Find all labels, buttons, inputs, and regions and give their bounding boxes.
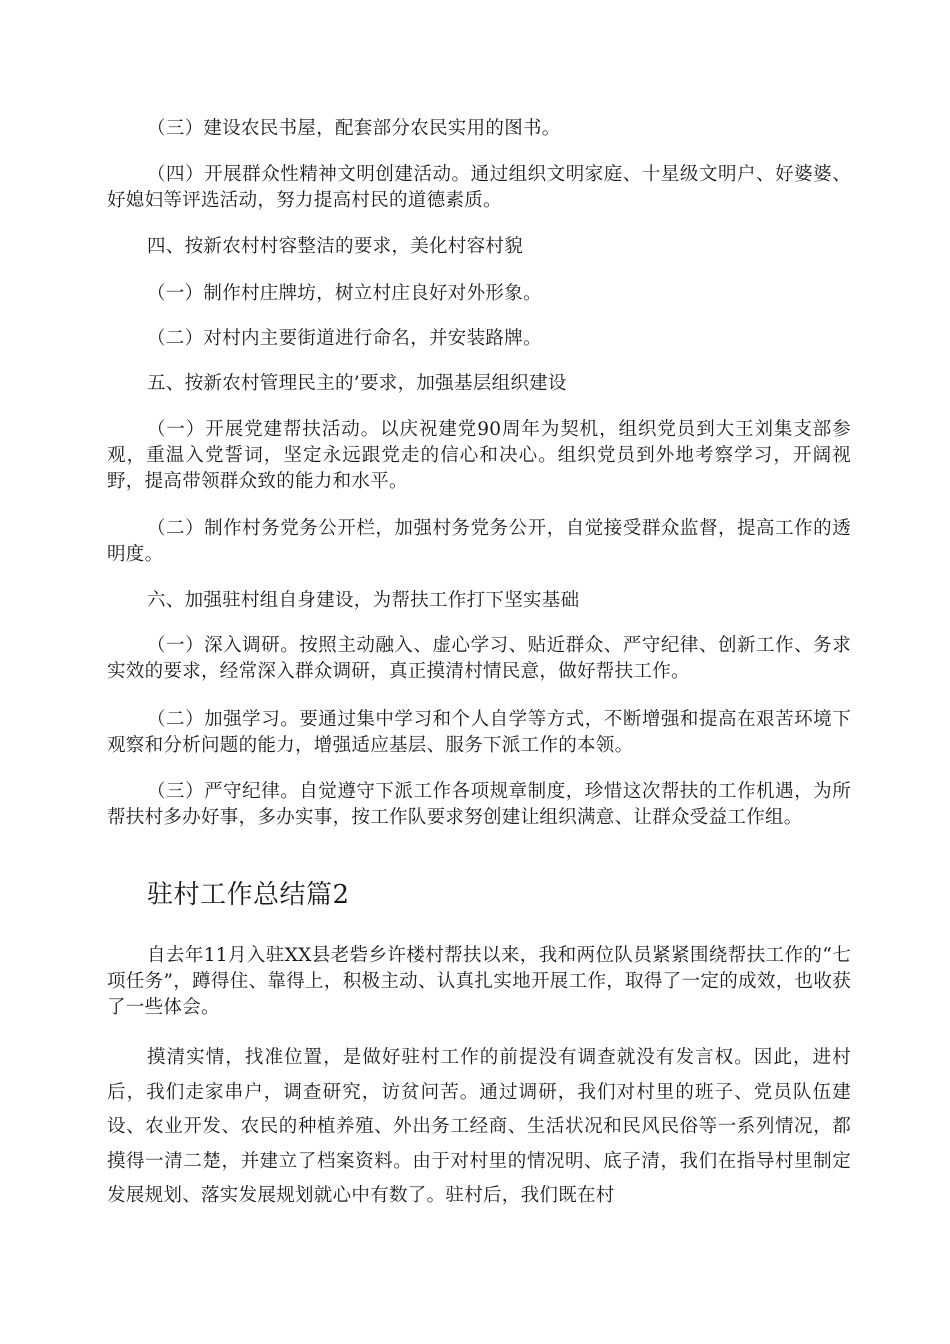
paragraph-5-1: （一）开展党建帮扶活动。以庆祝建党90周年为契机，组织党员到大王刘集支部参观，重温入党誓词，坚定永远跟党走的信心和决心。组织党员到外地考察学习，开阔视野，提高带领群众致的能力和水平。 [107,419,851,492]
article-paragraph-1: 自去年11月入驻XX县老砦乡许楼村帮扶以来，我和两位队员紧紧围绕帮扶工作的“七项任务”，蹲得住、靠得上，积极主动、认真扎实地开展工作，取得了一定的成效，也收获了一些体会。 [107,945,851,1018]
article-paragraph-2: 摸清实情，找准位置，是做好驻村工作的前提没有调查就没有发言权。因此，进村后，我们走家串户，调查研究，访贫问苦。通过调研，我们对村里的班子、党员队伍建设、农业开发、农民的种植养殖、外出务工经商、生活状况和民风民俗等一系列情况，都摸得一清二楚，并建立了档案资料。由于对村里的情况明、底子清，我们在指导村里制定发展规划、落实发展规划就心中有数了。驻村后，我们既在村 [107,1047,851,1206]
paragraph-4-2: （二）对村内主要街道进行命名，并安装路牌。 [147,328,542,349]
paragraph-4-1: （一）制作村庄牌坊，树立村庄良好对外形象。 [147,283,542,304]
paragraph-6-3: （三）严守纪律。自觉遵守下派工作各项规章制度，珍惜这次帮扶的工作机遇，为所帮扶村多办好事，多办实事，按工作队要求努创建让组织满意、让群众受益工作组。 [107,781,851,828]
paragraph-6-2: （二）加强学习。要通过集中学习和个人自学等方式，不断增强和提高在艰苦环境下观察和分析问题的能力，增强适应基层、服务下派工作的本领。 [107,709,851,756]
section-heading-6: 六、加强驻村组自身建设，为帮扶工作打下坚实基础 [147,590,580,611]
section-heading-4: 四、按新农村村容整洁的要求，美化村容村貌 [147,236,524,257]
paragraph-3-3: （三）建设农民书屋，配套部分农民实用的图书。 [147,118,561,139]
paragraph-5-2: （二）制作村务党务公开栏，加强村务党务公开，自觉接受群众监督，提高工作的透明度。 [107,518,851,565]
paragraph-6-1: （一）深入调研。按照主动融入、虚心学习、贴近群众、严守纪律、创新工作、务求实效的要求，经常深入群众调研，真正摸清村情民意，做好帮扶工作。 [107,635,851,682]
section-heading-5: 五、按新农村管理民主的’要求，加强基层组织建设 [147,373,567,394]
article-title: 驻村工作总结篇2 [147,880,350,910]
paragraph-3-4: （四）开展群众性精神文明创建活动。通过组织文明家庭、十星级文明户、好婆婆、好媳妇等评选活动，努力提高村民的道德素质。 [107,164,851,211]
